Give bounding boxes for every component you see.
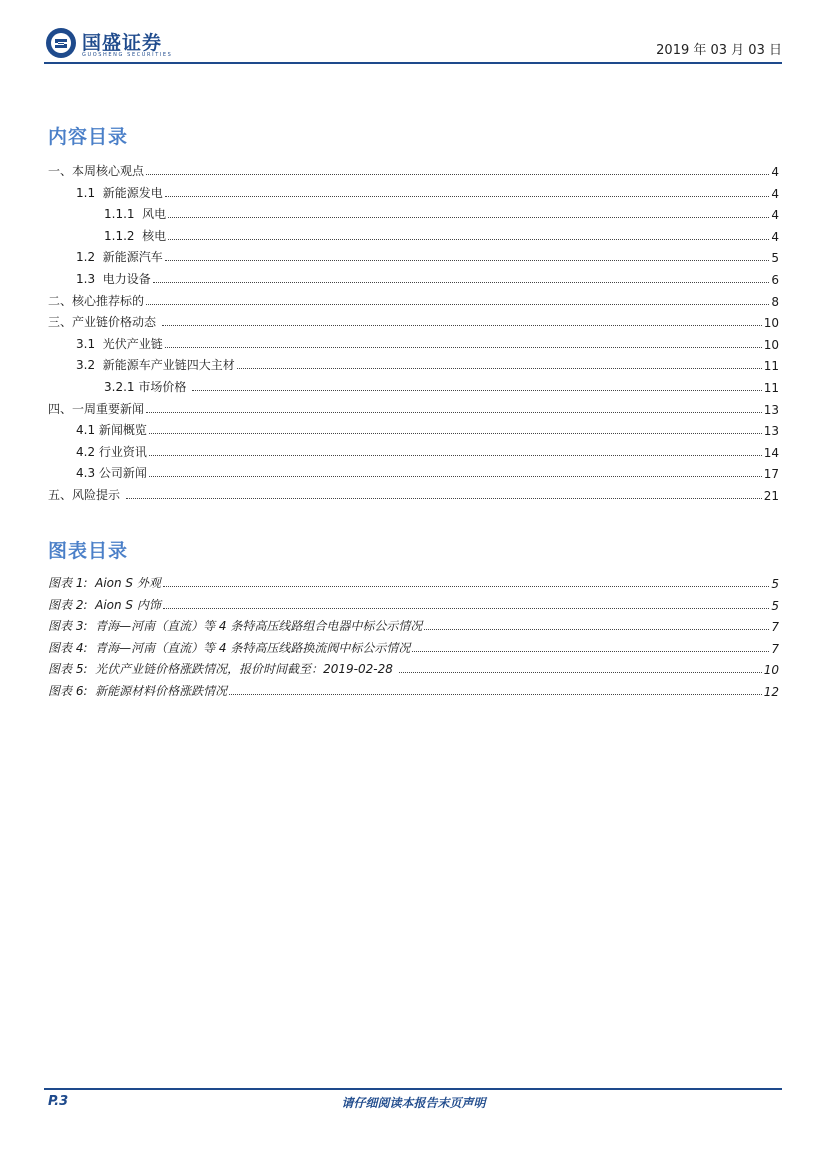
figures-title: 图表目录 (48, 540, 129, 562)
dot-leader (168, 217, 769, 218)
toc-entry[interactable] (76, 245, 779, 265)
figure-entry-page: 7 (771, 620, 779, 635)
toc-entry-page: 13 (763, 402, 779, 417)
figure-entry-label: 图表 3: 青海—河南（直流）等 4 条特高压线路组合电器中标公示情况 (48, 619, 423, 634)
toc-entry-label: 4.3 公司新闻 (76, 466, 147, 481)
figure-entry-label: 图表 4: 青海—河南（直流）等 4 条特高压线路换流阀中标公示情况 (48, 640, 411, 655)
disclaimer-note: 请仔细阅读本报告末页声明 (341, 1096, 486, 1110)
toc-entry-label: 四、一周重要新闻 (48, 401, 145, 416)
dot-leader (229, 694, 762, 695)
figure-entry-page: 5 (771, 577, 779, 591)
toc-entry[interactable] (48, 159, 779, 179)
figure-entry-label: 图表 5: 光伏产业链价格涨跌情况，报价时间截至：2019-02-28 (48, 662, 397, 677)
toc-entry[interactable] (48, 483, 779, 503)
toc-entry-page: 17 (763, 467, 779, 482)
toc-entry-page: 4 (771, 208, 779, 223)
figure-entry-page: 12 (763, 685, 779, 699)
toc-entry[interactable] (76, 440, 779, 460)
page-number: P.3 (48, 1094, 69, 1109)
figure-entry-page: 10 (763, 663, 779, 678)
toc-entry-label: 1.1 新能源发电 (76, 185, 163, 200)
report-date: 2019 年 03 月 03 日 (656, 43, 782, 58)
toc-entry-label: 4.1 新闻概览 (76, 423, 147, 438)
dot-leader (149, 433, 762, 434)
dot-leader (192, 390, 762, 391)
brand-name: 国盛证券 (82, 32, 163, 54)
figure-entry-page: 5 (771, 598, 779, 613)
dot-leader (153, 282, 770, 283)
dot-leader (163, 586, 770, 587)
figure-entry[interactable] (48, 593, 779, 613)
toc-entry-label: 三、产业链价格动态 (48, 315, 160, 330)
toc-entry-page: 11 (763, 381, 779, 395)
toc-entry[interactable] (104, 375, 779, 395)
dot-leader (149, 476, 762, 477)
dot-leader (146, 304, 769, 305)
dot-leader (399, 672, 762, 673)
figure-entry[interactable] (48, 614, 779, 634)
toc-entry[interactable] (48, 397, 779, 417)
dot-leader (165, 196, 770, 197)
page-header (44, 24, 782, 64)
toc-entry-label: 1.2 新能源汽车 (76, 250, 163, 265)
toc-entry[interactable] (104, 224, 779, 244)
dot-leader (126, 498, 762, 499)
figure-entry-label: 图表 2: Aion S 内饰 (48, 597, 161, 612)
toc-entry-page: 4 (771, 229, 779, 244)
toc-entry[interactable] (76, 461, 779, 481)
footer-divider (44, 1088, 782, 1090)
toc-entry-label: 3.2 新能源车产业链四大主材 (76, 358, 235, 373)
dot-leader (163, 608, 770, 609)
brand-subtitle: GUOSHENG SECURITIES (82, 52, 173, 58)
dot-leader (162, 325, 762, 326)
dot-leader (165, 347, 762, 348)
toc-entry-label: 一、本周核心观点 (48, 164, 145, 178)
brand-logo-icon (44, 26, 78, 60)
figure-entry[interactable] (48, 571, 779, 591)
toc-entry-page: 11 (763, 359, 779, 374)
toc-entry[interactable] (76, 332, 779, 352)
toc-entry-page: 13 (763, 424, 779, 439)
toc-entry[interactable] (76, 418, 779, 438)
toc-entry-label: 1.1.1 风电 (104, 207, 167, 222)
toc-entry[interactable] (76, 353, 779, 373)
dot-leader (165, 260, 770, 261)
toc-entry-page: 14 (763, 445, 779, 460)
figure-entry-label: 图表 1: Aion S 外观 (48, 576, 161, 590)
toc-entry[interactable] (76, 181, 779, 201)
toc-entry-label: 3.2.1 市场价格 (104, 380, 191, 394)
toc-entry-page: 4 (771, 186, 779, 201)
dot-leader (146, 174, 769, 175)
toc-title: 内容目录 (48, 126, 129, 148)
dot-leader (412, 651, 769, 652)
figure-entry[interactable] (48, 657, 779, 677)
toc-entry-page: 6 (771, 273, 779, 287)
toc-entry[interactable] (104, 202, 779, 222)
dot-leader (149, 455, 762, 456)
toc-entry-label: 3.1 光伏产业链 (76, 336, 163, 351)
toc-entry-label: 1.3 电力设备 (76, 272, 151, 286)
dot-leader (424, 629, 769, 630)
toc-entry-label: 二、核心推荐标的 (48, 293, 145, 308)
toc-entry-page: 8 (771, 294, 779, 309)
toc-entry-page: 21 (763, 489, 779, 503)
toc-entry-page: 5 (771, 251, 779, 266)
dot-leader (146, 412, 762, 413)
toc-entry-label: 五、风险提示 (48, 488, 124, 502)
figure-entry-page: 7 (771, 641, 779, 656)
dot-leader (168, 239, 769, 240)
figure-entry[interactable] (48, 679, 779, 699)
toc-entry-label: 1.1.2 核电 (104, 228, 167, 243)
toc-entry-page: 4 (771, 165, 779, 179)
toc-entry[interactable] (48, 310, 779, 330)
figure-entry[interactable] (48, 636, 779, 656)
toc-entry-label: 4.2 行业资讯 (76, 444, 147, 459)
toc-entry[interactable] (76, 267, 779, 287)
toc-entry[interactable] (48, 289, 779, 309)
header-divider (44, 62, 782, 64)
figure-entry-label: 图表 6: 新能源材料价格涨跌情况 (48, 684, 228, 698)
toc-entry-page: 10 (763, 337, 779, 352)
dot-leader (237, 368, 762, 369)
toc-entry-page: 10 (763, 316, 779, 331)
